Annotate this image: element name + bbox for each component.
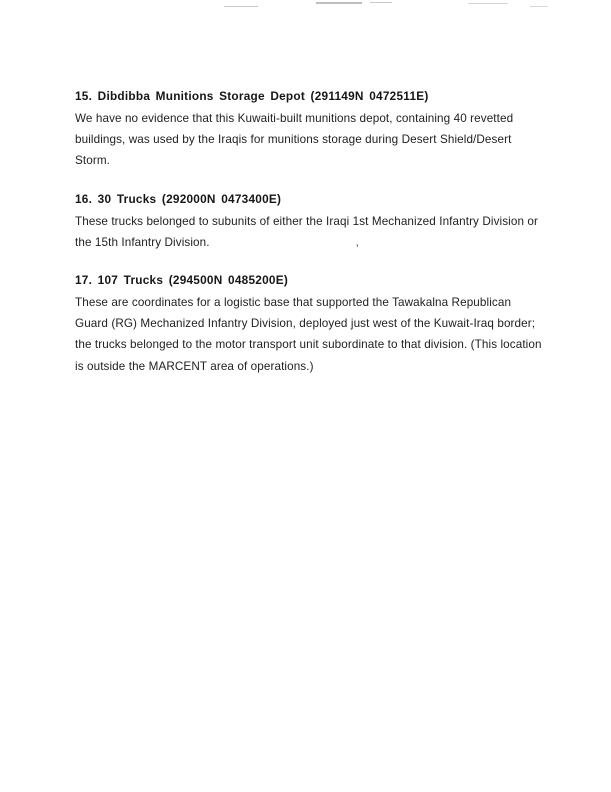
scan-artifact (530, 6, 548, 7)
section-heading: 15. Dibdibba Munitions Storage Depot (291149N 0472511E) (75, 89, 429, 103)
section-body: These trucks belonged to subunits of either the Iraqi 1st Mechanized Infantry Division or the 15th Infantry Division. (75, 214, 539, 249)
scan-artifact (224, 6, 258, 7)
section-heading: 17. 107 Trucks (294500N 0485200E) (75, 273, 289, 288)
document-section-16 (75, 189, 543, 253)
section-body: We have no evidence that this Kuwaiti-built munitions depot, containing 40 revetted buildings, was used by the Iraqis for munitions storage during Desert Shield/Desert Storm. (75, 112, 514, 168)
document-section-15 (75, 86, 543, 172)
scan-artifact (468, 3, 508, 4)
section-body: These are coordinates for a logistic base that supported the Tawakalna Republican Guard (RG) Mechanized Infantry Division, deployed just west of the Kuwait-Iraq border; the trucks belonged to the motor transport unit subordinate to that division. (This location is outside the MARCENT area of operations.) (75, 296, 542, 373)
scan-artifact (370, 2, 392, 3)
scan-stray-mark: ’ (356, 243, 359, 255)
scan-artifact (316, 2, 362, 4)
section-heading: 16. 30 Trucks (292000N 0473400E) (75, 191, 282, 206)
document-section-17 (75, 270, 543, 377)
document-content (75, 86, 543, 394)
